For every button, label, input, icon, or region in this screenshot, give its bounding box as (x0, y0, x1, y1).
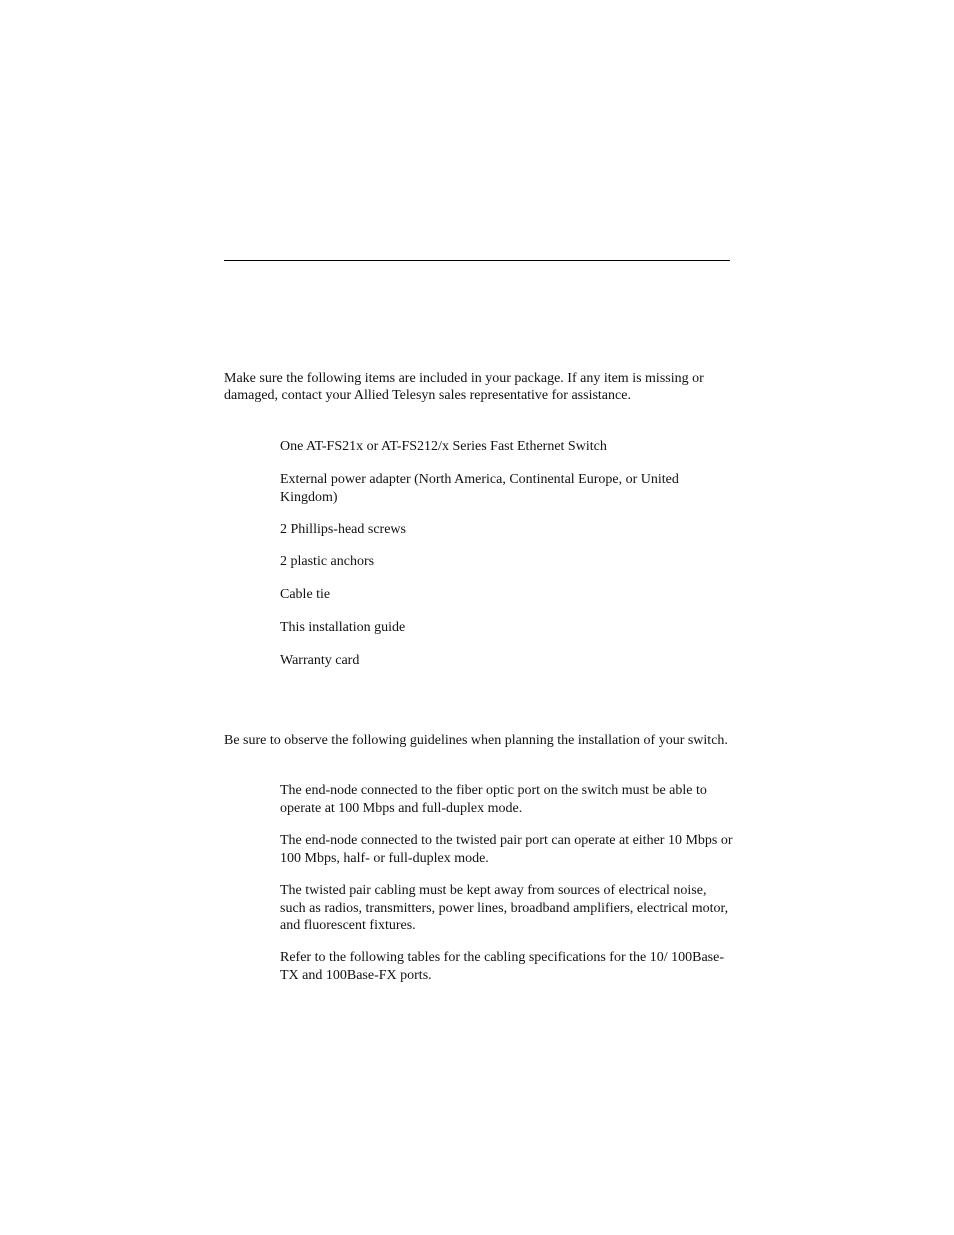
guideline-item: Refer to the following tables for the cabling specifications for the 10/ 100Base-TX and 100Base-FX ports. (280, 950, 724, 983)
section-divider (224, 260, 730, 261)
package-item: External power adapter (North America, Continental Europe, or United Kingdom) (280, 472, 679, 505)
package-item: This installation guide (280, 620, 406, 635)
package-item: Warranty card (280, 653, 360, 668)
package-item: 2 Phillips-head screws (280, 522, 406, 537)
guideline-item: The end-node connected to the fiber optic port on the switch must be able to operate at 100 Mbps and full-duplex mode. (280, 783, 707, 816)
package-intro: Make sure the following items are included in your package. If any item is missing or damaged, contact your Allied Telesyn sales representative for assistance. (224, 371, 704, 403)
guideline-item: The end-node connected to the twisted pair port can operate at either 10 Mbps or 100 Mbps, half- or full-duplex mode. (280, 833, 733, 866)
guidelines-intro: Be sure to observe the following guidelines when planning the installation of your switch. (224, 733, 728, 748)
package-item: Cable tie (280, 587, 331, 602)
package-item: 2 plastic anchors (280, 554, 375, 569)
package-item: One AT-FS21x or AT-FS212/x Series Fast Ethernet Switch (280, 439, 607, 454)
guideline-item: The twisted pair cabling must be kept away from sources of electrical noise, such as radios, transmitters, power lines, broadband amplifiers, electrical motor, and fluorescent fixtures. (280, 883, 729, 933)
